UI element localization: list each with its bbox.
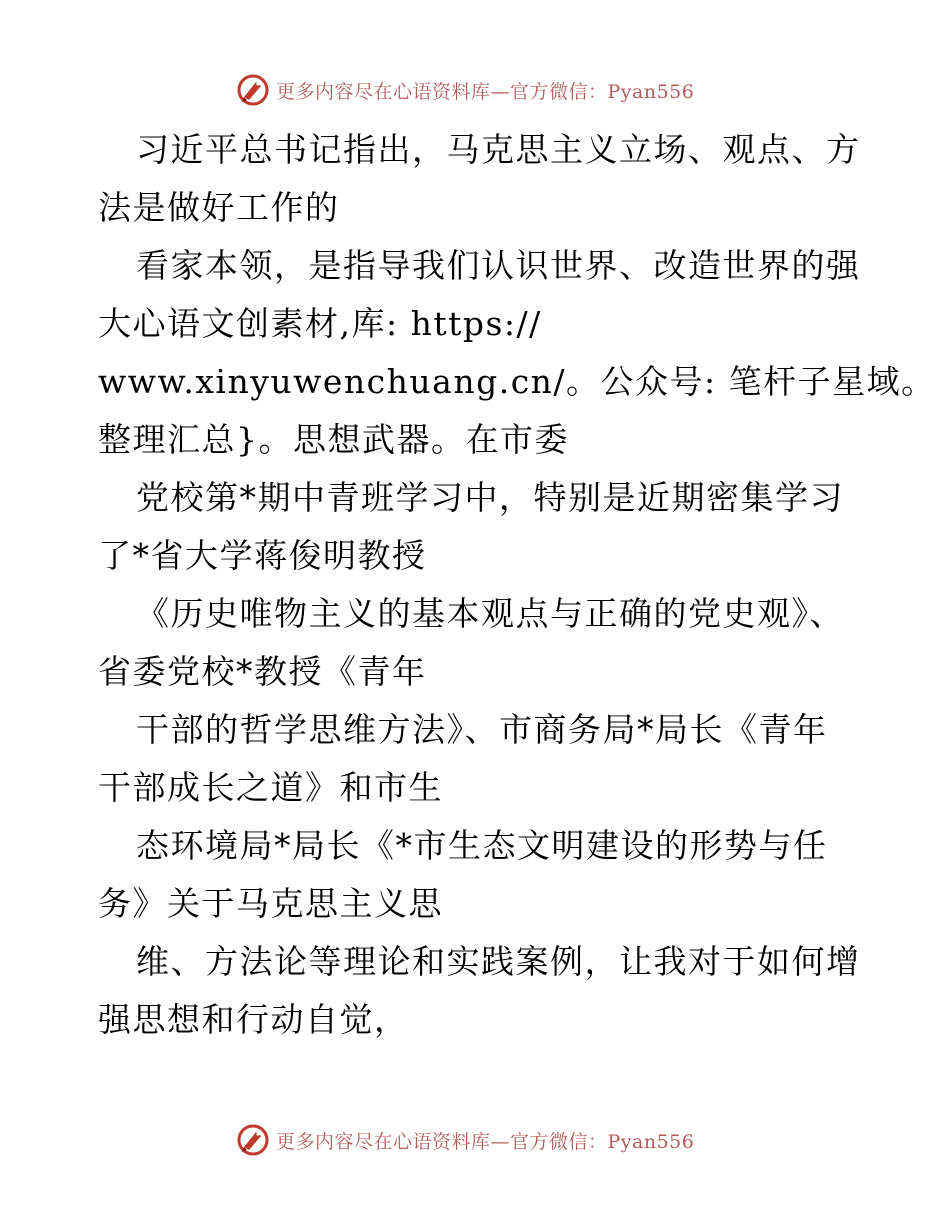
text-line: 干部的哲学思维方法》、市商务局*局长《青年 xyxy=(136,710,828,749)
text-line: 整理汇总}。思想武器。在市委 xyxy=(98,420,569,459)
text-line: 习近平总书记指出，马克思主义立场、观点、方 xyxy=(136,130,861,169)
text-line: 务》关于马克思主义思 xyxy=(98,884,443,923)
text-line: 党校第*期中青班学习中，特别是近期密集学习 xyxy=(136,478,844,517)
text-line: 看家本领，是指导我们认识世界、改造世界的强 xyxy=(136,246,861,285)
text-line: 态环境局*局长《*市生态文明建设的形势与任 xyxy=(136,826,828,865)
text-line: 干部成长之道》和市生 xyxy=(98,768,443,807)
footer-banner-text: 更多内容尽在心语资料库—官方微信：Pyan556 xyxy=(276,1130,695,1153)
text-line: www.xinyuwenchuang.cn/。公众号: 笔杆子星域。 xyxy=(98,362,936,401)
text-line: 维、方法论等理论和实践案例，让我对于如何增 xyxy=(136,942,861,981)
header-watermark-banner xyxy=(236,70,694,110)
document-body xyxy=(98,121,936,1049)
pen-logo-icon xyxy=(236,73,270,107)
text-line: 省委党校*教授《青年 xyxy=(98,652,427,691)
pen-logo-icon xyxy=(236,1123,270,1157)
text-line: 法是做好工作的 xyxy=(98,188,340,227)
footer-watermark-banner xyxy=(236,1120,694,1160)
text-line: 强思想和行动自觉， xyxy=(98,1000,409,1039)
text-line: 了*省大学蒋俊明教授 xyxy=(98,536,427,575)
text-line: 大心语文创素材,库: https:// xyxy=(98,304,542,343)
header-banner-text: 更多内容尽在心语资料库—官方微信：Pyan556 xyxy=(276,80,695,103)
text-line: 《历史唯物主义的基本观点与正确的党史观》、 xyxy=(136,594,844,633)
